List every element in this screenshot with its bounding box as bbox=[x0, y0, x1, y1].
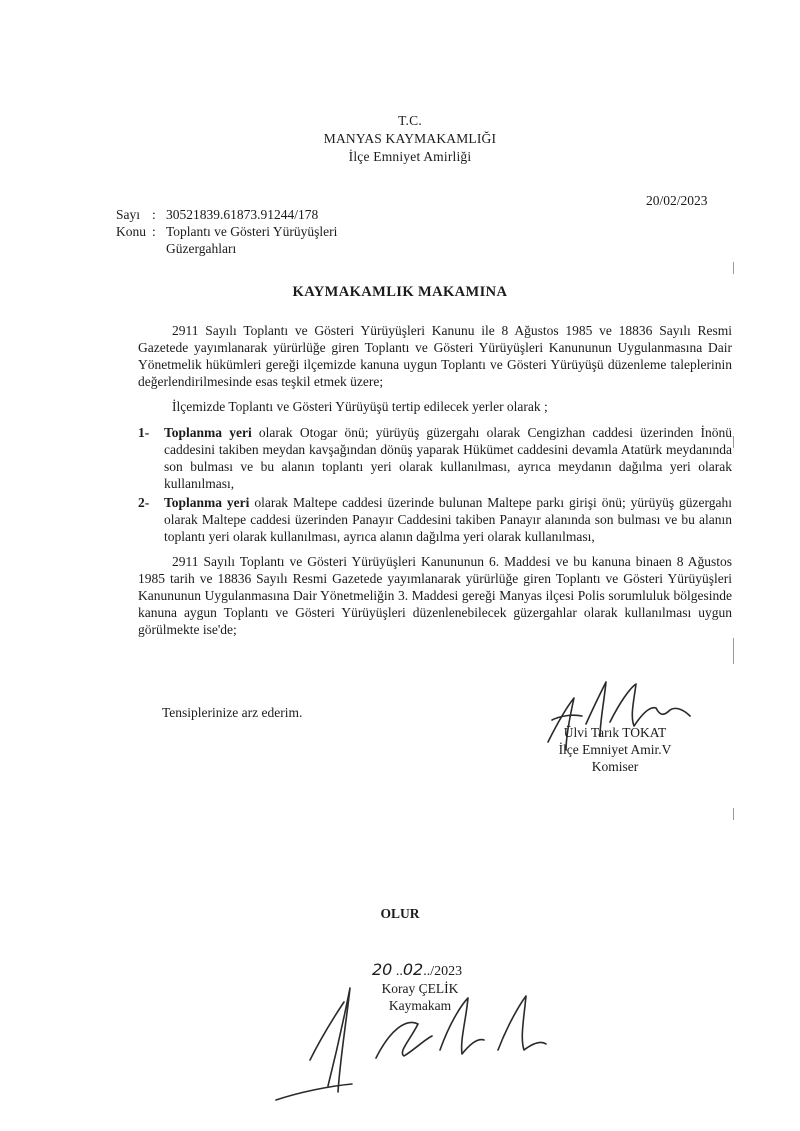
meta-konu-label: Konu bbox=[116, 224, 146, 239]
body-paragraph-2: İlçemizde Toplantı ve Gösteri Yürüyüşü tertip edilecek yerler olarak ; bbox=[172, 399, 548, 414]
meta-colon: : bbox=[152, 207, 156, 222]
scan-edge-mark bbox=[733, 262, 734, 274]
signature-stroke bbox=[498, 996, 546, 1050]
signer-name: Ülvi Tarık TOKAT bbox=[563, 725, 667, 740]
approver-name: Koray ÇELİK bbox=[381, 981, 459, 996]
meta-konu-line2: Güzergahları bbox=[166, 241, 237, 256]
meta-sayi-label: Sayı bbox=[116, 207, 141, 222]
signer-rank: Komiser bbox=[591, 759, 639, 774]
scan-edge-mark bbox=[733, 808, 734, 820]
approver-block bbox=[360, 980, 480, 1014]
letterhead-line-department: İlçe Emniyet Amirliği bbox=[348, 149, 472, 164]
meta-row-konu bbox=[116, 223, 386, 257]
list-item-text bbox=[164, 494, 732, 545]
list-item-text bbox=[164, 424, 732, 492]
signature-stroke bbox=[310, 1002, 344, 1060]
approval-date-day: 20 bbox=[372, 960, 393, 979]
signature-stroke bbox=[610, 684, 690, 726]
approval-date bbox=[372, 960, 462, 980]
list-item bbox=[138, 494, 732, 545]
letterhead bbox=[300, 112, 520, 166]
scan-edge-mark bbox=[733, 638, 734, 664]
list-item-body: olarak Maltepe caddesi üzerinde bulunan Maltepe parkı girişi önü; yürüyüş güzergahı olarak Maltepe caddesi üzerinden Panayır Caddesini takiben Panayır alanında son bulması ve bu alanın toplantı yeri olarak kullanılması, ayrıca alanın dağılma yeri olarak kullanılması, bbox=[164, 495, 732, 544]
list-item-bold: Toplanma yeri bbox=[164, 495, 250, 510]
location-list bbox=[138, 424, 732, 545]
signature-stroke bbox=[328, 988, 350, 1092]
approval-date-month: 02 bbox=[402, 960, 424, 979]
letter-body bbox=[138, 322, 732, 638]
signature-stroke bbox=[552, 715, 582, 720]
meta-konu-value bbox=[166, 223, 386, 257]
closing-line: Tensiplerinize arz ederim. bbox=[162, 705, 303, 720]
signer-title: İlçe Emniyet Amir.V bbox=[558, 742, 672, 757]
letterhead-line-tc: T.C. bbox=[398, 113, 422, 128]
addressee-heading: KAYMAKAMLIK MAKAMINA bbox=[292, 284, 508, 300]
meta-row-sayi bbox=[116, 206, 386, 223]
document-date: 20/02/2023 bbox=[646, 193, 708, 208]
list-item-body: olarak Otogar önü; yürüyüş güzergahı olarak Cengizhan caddesi üzerinden İnönü caddesini takiben meydan kavşağından dönüş yaparak Hükümet caddesini devamla Atatürk meydanında son bulması ve bu alanın toplantı yeri olarak kullanılması, ayrıca meydanın dağılma yeri olarak kullanılması, bbox=[164, 425, 733, 491]
meta-colon: : bbox=[152, 224, 156, 239]
list-item-number: 1- bbox=[138, 425, 150, 440]
meta-sayi-value: 30521839.61873.91244/178 bbox=[166, 207, 319, 222]
signature-stroke bbox=[276, 1084, 352, 1100]
body-paragraph-1: 2911 Sayılı Toplantı ve Gösteri Yürüyüşleri Kanunu ile 8 Ağustos 1985 ve 18836 Sayılı Resmi Gazetede yayımlanarak yürürlüğe giren Toplantı ve Gösteri Yürüyüşleri Kanununun Uygulanmasına Dair Yönetmelik hükümleri gereği ilçemizde kanuna uygun Toplantı ve Gösteri Yürüyüşü düzenleme taleplerinin değerlendirilmesinde esas teşkil etmek üzere; bbox=[138, 323, 732, 389]
document-meta bbox=[116, 206, 386, 257]
scan-edge-mark bbox=[733, 436, 734, 448]
list-item bbox=[138, 424, 732, 492]
approval-olur: OLUR bbox=[380, 906, 420, 921]
list-item-bold: Toplanma yeri bbox=[164, 425, 252, 440]
approval-date-sep: .. bbox=[392, 964, 403, 979]
meta-konu-line1: Toplantı ve Gösteri Yürüyüşleri bbox=[166, 224, 338, 239]
body-paragraph-3: 2911 Sayılı Toplantı ve Gösteri Yürüyüşleri Kanununun 6. Maddesi ve bu kanuna binaen 8 Ağustos 1985 tarih ve 18836 Sayılı Resmi Gazetede yayımlanarak yürürlüğe giren Toplantı ve Gösteri Yürüyüşleri Kanununun Uygulanmasına Dair Yönetmeliğin 3. Maddesi gereği Manyas ilçesi Polis sorumluluk bölgesinde kanuna aygun Toplantı ve Gösteri Yürüyüşleri düzenlenebilecek güzergahlar olarak kullanılması uygun görülmekte ise'de; bbox=[138, 554, 732, 637]
approval-date-year: ../2023 bbox=[423, 964, 463, 979]
list-item-number: 2- bbox=[138, 495, 150, 510]
letterhead-line-institution: MANYAS KAYMAKAMLIĞI bbox=[323, 131, 497, 146]
signature-stroke bbox=[376, 1022, 432, 1058]
signer-block bbox=[545, 724, 685, 775]
approver-title: Kaymakam bbox=[388, 998, 452, 1013]
